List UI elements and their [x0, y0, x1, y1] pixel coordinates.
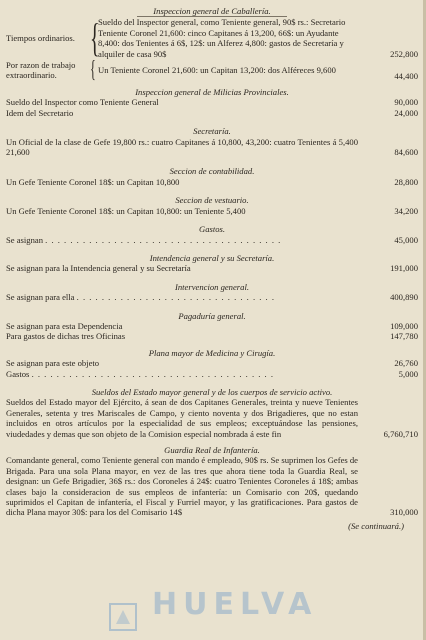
entry-contabilidad [6, 177, 418, 187]
section-title-contabilidad: Seccion de contabilidad. [169, 166, 255, 177]
entry-medicina-gastos [6, 369, 418, 379]
section-title-guardia-real: Guardia Real de Infantería. [164, 445, 260, 455]
entry-amount: 84,600 [394, 147, 418, 158]
entry-text: Se asignan para este objeto [6, 358, 100, 369]
entry-text: Sueldos del Estado mayor del Ejército, á sean de dos Capitanes Generales, treinta y nueve Tenientes Generales, setenta y tres Mariscales de Campo, y ciento noventa y dos Brigadieres, que no estan incluidos en otros artículos por la especialidad de sus empleos; exceptuándose las pensiones, viudedades y demas que son objeto de la Comision especial nombrada á este fin [6, 397, 358, 439]
entry-amount: 44,400 [394, 70, 418, 81]
entry-label: Tiempos ordinarios. [6, 33, 75, 44]
section-title-intendencia: Intendencia general y su Secretaría. [149, 252, 275, 263]
entry-amount: 109,000 [390, 320, 418, 331]
entry-intendencia [6, 263, 418, 273]
entry-text: Sueldo del Inspector como Teniente General [6, 97, 159, 108]
entry-text: Se asignan para ella [6, 292, 75, 303]
section-title-medicina: Plana mayor de Medicina y Cirugía. [148, 347, 276, 358]
entry-medicina-objeto [6, 358, 418, 368]
entry-gastos [6, 235, 418, 245]
entry-amount: 252,800 [390, 48, 418, 59]
entry-secretaria [6, 137, 418, 158]
leader-dots: . . . . . . . . . . . . . . . . . . . . . . . . . . . . . . . . . . . . . . [45, 234, 282, 245]
entry-text: Sueldo del Inspector general, como Teniente general, 90$ rs.: Secretario Teniente Coronel 21,600: cinco Capitanes á 13,200, 66$: un Ayudante 8,400: dos Tenientes á 6$, 12$: un Alferez 4,800: gastos de Secretaría y alquiler de casa 90$ [98, 17, 346, 59]
entry-pagaduria-gastos [6, 331, 418, 341]
section-title-intervencion: Intervencion general. [175, 281, 249, 292]
stamp-text: HUELVA [152, 587, 318, 622]
entry-amount: 147,780 [390, 331, 418, 342]
entry-text: Se asignan para la Intendencia general y su Secretaría [6, 263, 191, 274]
entry-milicias-secretario [6, 108, 418, 118]
entry-amount: 400,890 [390, 292, 418, 303]
library-stamp [108, 587, 318, 634]
entry-amount: 28,800 [394, 176, 418, 187]
section-title-vestuario: Seccion de vestuario. [175, 195, 249, 206]
section-title-estado-mayor: Sueldos del Estado mayor general y de los cuerpos de servicio activo. [91, 386, 333, 397]
entry-text: Para gastos de dichas tres Oficinas [6, 331, 126, 342]
entry-amount: 90,000 [394, 97, 418, 108]
section-title-secretaria: Secretaría. [193, 126, 231, 137]
entry-caballeria-ordinarios [6, 17, 418, 59]
section-title-gastos: Gastos. [198, 224, 226, 235]
entry-text: Un Oficial de la clase de Gefe 19,800 rs.: cuatro Capitanes á 10,800, 43,200: cuatro Tenientes á 5,400 21,600 [6, 136, 358, 158]
continued-note: (Se continuará.) [348, 520, 404, 531]
entry-vestuario [6, 206, 418, 216]
entry-text: Un Gefe Teniente Coronel 18$: un Capitan 10,800 [6, 176, 180, 187]
entry-amount: 5,000 [398, 368, 418, 379]
entry-amount: 24,000 [394, 107, 418, 118]
entry-text: Se asignan [6, 234, 43, 245]
leader-dots: . . . . . . . . . . . . . . . . . . . . . . . . . . . . . . . . . . . . . . . [31, 368, 274, 379]
entry-text: Comandante general, como Teniente general con mando é empleado, 90$ rs. Se suprimen los Gefes de Brigada. Para una sola Plana mayor, en vez de las tres que ahora tiene toda la Guardia Real, se designan: un Gefe Brigadier, 36$ rs.: dos Coroneles á 24$: cuatro Tenientes Coroneles á 18$; ambas clases bajo la consideracion de sus empleos de infantería: un Comisario con 20$, quedando suprimidos el Capitan de infantería, el Fiscal y Furriel mayor, y las gratificaciones. Para gastos de dicha Plana mayor 30$: para los del Comisario 14$ [6, 455, 358, 518]
brace-icon: { [90, 15, 100, 61]
entry-amount: 191,000 [390, 263, 418, 274]
section-title-milicias: Inspeccion general de Milicias Provinciales. [135, 87, 289, 98]
entry-text: Un Gefe Teniente Coronel 18$: un Capitan 10,800: un Teniente 5,400 [6, 205, 246, 216]
leader-dots: . . . . . . . . . . . . . . . . . . . . . . . . . . . . . . . . [76, 292, 275, 303]
entry-text: Gastos [6, 368, 30, 379]
section-title-pagaduria: Pagaduría general. [178, 310, 246, 321]
entry-text: Idem del Secretario [6, 107, 74, 118]
section-title-caballeria: Inspeccion general de Caballería. [153, 6, 271, 16]
entry-amount: 45,000 [394, 234, 418, 245]
entry-amount: 26,760 [394, 358, 418, 369]
entry-label: Por razon de trabajo extraordinario. [6, 59, 76, 81]
entry-amount: 310,000 [390, 507, 418, 518]
entry-guardia-real [6, 455, 418, 517]
entry-text: Se asignan para esta Dependencia [6, 320, 123, 331]
entry-text: Un Teniente Coronel 21,600: un Capitan 13,200: dos Alféreces 9,600 [98, 64, 336, 75]
entry-amount: 6,760,710 [383, 428, 418, 439]
entry-caballeria-extraordinario [6, 57, 418, 84]
brace-icon: { [90, 57, 96, 84]
entry-intervencion [6, 292, 418, 302]
entry-amount: 34,200 [394, 205, 418, 216]
entry-estado-mayor [6, 397, 418, 439]
entry-milicias-inspector [6, 97, 418, 107]
entry-pagaduria-dependencia [6, 321, 418, 331]
library-seal-icon [108, 602, 138, 632]
